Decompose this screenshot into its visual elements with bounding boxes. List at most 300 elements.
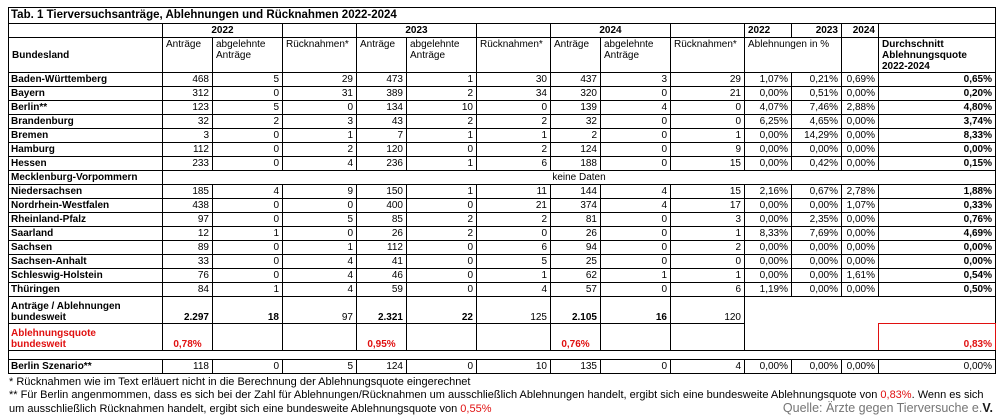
quota-average: 0,83% xyxy=(879,324,996,351)
cell-percent: 1,19% xyxy=(745,283,792,297)
cell-percent: 0,69% xyxy=(842,73,879,87)
cell-value: 97 xyxy=(163,213,213,227)
table-row xyxy=(9,283,996,297)
cell-value: 0 xyxy=(671,115,745,129)
cell-value: 1 xyxy=(477,129,551,143)
empty-cell xyxy=(477,324,551,351)
pct-year-header-2024: 2024 xyxy=(842,24,879,38)
cell-value: 1 xyxy=(477,269,551,283)
cell-percent: 0,00% xyxy=(792,360,842,374)
cell-value: 120 xyxy=(357,143,407,157)
cell-percent: 0,00% xyxy=(842,115,879,129)
cell-value: 473 xyxy=(357,73,407,87)
cell-value: 0 xyxy=(601,115,671,129)
cell-value: 188 xyxy=(551,157,601,171)
year-header-2022: 2022 xyxy=(163,24,283,38)
cell-value: 185 xyxy=(163,185,213,199)
table-row xyxy=(9,255,996,269)
cell-value: 0 xyxy=(213,255,283,269)
empty-cell xyxy=(9,351,996,360)
cell-average: 8,33% xyxy=(879,129,996,143)
row-label: Baden-Württemberg xyxy=(9,73,163,87)
cell-value: 85 xyxy=(357,213,407,227)
cell-value: 1 xyxy=(601,269,671,283)
cell-value: 17 xyxy=(671,199,745,213)
cell-value: 4 xyxy=(601,101,671,115)
footnotes xyxy=(8,376,995,416)
szenario-row xyxy=(9,360,996,374)
cell-value: 2 xyxy=(213,115,283,129)
empty-cell xyxy=(671,24,745,38)
tierversuche-table xyxy=(8,7,996,374)
cell-percent: 2,78% xyxy=(842,185,879,199)
cell-average: 0,76% xyxy=(879,213,996,227)
table-row xyxy=(9,101,996,115)
cell-value: 124 xyxy=(551,143,601,157)
cell-value: 0 xyxy=(407,255,477,269)
cell-value: 139 xyxy=(551,101,601,115)
totals-value: 2.297 xyxy=(163,297,213,324)
cell-value: 1 xyxy=(283,129,357,143)
cell-value: 43 xyxy=(357,115,407,129)
col-header-antraege-2022: Anträge xyxy=(163,38,213,73)
table-title: Tab. 1 Tierversuchsanträge, Ablehnungen und Rücknahmen 2022-2024 xyxy=(9,8,996,24)
cell-value: 0 xyxy=(213,360,283,374)
row-label: Hamburg xyxy=(9,143,163,157)
table-row xyxy=(9,213,996,227)
pct-year-header-2022: 2022 xyxy=(745,24,792,38)
empty-region xyxy=(745,297,996,324)
cell-value: 150 xyxy=(357,185,407,199)
title-row xyxy=(9,8,996,24)
cell-value: 4 xyxy=(213,185,283,199)
table-row xyxy=(9,157,996,171)
table-row xyxy=(9,73,996,87)
cell-percent: 0,00% xyxy=(745,213,792,227)
cell-value: 10 xyxy=(477,360,551,374)
footnote-2-tail: . Wenn es sich xyxy=(911,389,984,401)
empty-cell xyxy=(283,24,357,38)
cell-value: 1 xyxy=(407,129,477,143)
col-header-ruecknahmen-2023: Rücknahmen* xyxy=(477,38,551,73)
cell-value: 25 xyxy=(551,255,601,269)
cell-value: 468 xyxy=(163,73,213,87)
cell-value: 81 xyxy=(551,213,601,227)
cell-percent: 7,69% xyxy=(792,227,842,241)
totals-value: 2.321 xyxy=(357,297,407,324)
cell-value: 26 xyxy=(551,227,601,241)
quota-value: 0,76% xyxy=(551,324,601,351)
empty-cell xyxy=(477,24,551,38)
cell-value: 437 xyxy=(551,73,601,87)
cell-value: 12 xyxy=(163,227,213,241)
year-header-2023: 2023 xyxy=(357,24,477,38)
cell-value: 0 xyxy=(283,199,357,213)
source-suffix: V. xyxy=(982,401,993,415)
cell-percent: 0,00% xyxy=(792,269,842,283)
cell-value: 0 xyxy=(601,143,671,157)
cell-percent: 0,42% xyxy=(792,157,842,171)
cell-value: 0 xyxy=(213,269,283,283)
cell-value: 57 xyxy=(551,283,601,297)
cell-average: 4,69% xyxy=(879,227,996,241)
cell-value: 0 xyxy=(601,241,671,255)
cell-value: 5 xyxy=(477,255,551,269)
totals-value: 22 xyxy=(407,297,477,324)
cell-value: 0 xyxy=(283,227,357,241)
cell-value: 0 xyxy=(213,143,283,157)
cell-value: 31 xyxy=(283,87,357,101)
quota-value: 0,78% xyxy=(163,324,213,351)
cell-value: 2 xyxy=(283,143,357,157)
cell-value: 1 xyxy=(407,185,477,199)
cell-value: 5 xyxy=(283,213,357,227)
cell-average: 0,00% xyxy=(879,360,996,374)
table-row xyxy=(9,87,996,101)
cell-value: 2 xyxy=(407,213,477,227)
cell-percent: 0,00% xyxy=(745,360,792,374)
cell-value: 29 xyxy=(283,73,357,87)
cell-percent: 0,00% xyxy=(745,157,792,171)
cell-value: 4 xyxy=(283,255,357,269)
cell-value: 312 xyxy=(163,87,213,101)
col-header-ruecknahmen-2022: Rücknahmen* xyxy=(283,38,357,73)
totals-row xyxy=(9,297,996,324)
cell-value: 4 xyxy=(671,360,745,374)
cell-percent: 0,00% xyxy=(745,129,792,143)
cell-value: 1 xyxy=(407,73,477,87)
cell-value: 123 xyxy=(163,101,213,115)
cell-value: 4 xyxy=(477,283,551,297)
cell-value: 0 xyxy=(601,129,671,143)
col-header-ruecknahmen-2024: Rücknahmen* xyxy=(671,38,745,73)
cell-percent: 0,00% xyxy=(842,360,879,374)
cell-average: 0,15% xyxy=(879,157,996,171)
row-label: Sachsen-Anhalt xyxy=(9,255,163,269)
cell-value: 3 xyxy=(163,129,213,143)
totals-value: 97 xyxy=(283,297,357,324)
totals-value: 2.105 xyxy=(551,297,601,324)
cell-value: 0 xyxy=(407,269,477,283)
cell-percent: 0,00% xyxy=(792,241,842,255)
cell-value: 400 xyxy=(357,199,407,213)
cell-value: 1 xyxy=(671,227,745,241)
footnote-2-text: ** Für Berlin angenmommen, dass es sich bei der Zahl für Ablehnungen/Rücknahmen um ausschließlich Ablehnungen handelt, ergibt sich eine bundesweite Ablehnungsquote von xyxy=(9,389,881,401)
source-text: Quelle: Ärzte gegen Tierversuche e. xyxy=(782,401,983,415)
cell-value: 15 xyxy=(671,185,745,199)
empty-cell xyxy=(407,324,477,351)
totals-value: 125 xyxy=(477,297,551,324)
cell-value: 6 xyxy=(477,241,551,255)
row-label: Hessen xyxy=(9,157,163,171)
row-label: Rheinland-Pfalz xyxy=(9,213,163,227)
cell-value: 21 xyxy=(477,199,551,213)
cell-percent: 4,65% xyxy=(792,115,842,129)
cell-value: 89 xyxy=(163,241,213,255)
col-header-ablehnungen-prozent: Ablehnungen in % xyxy=(745,38,842,73)
cell-value: 4 xyxy=(601,199,671,213)
col-header-durchschnitt: Durchschnitt Ablehnungsquote 2022-2024 xyxy=(879,38,996,73)
footnote-3-text: um ausschließlich Rücknahmen handelt, ergibt sich eine bundesweite Ablehnungsquote von xyxy=(9,403,461,415)
cell-value: 2 xyxy=(477,115,551,129)
cell-value: 5 xyxy=(213,73,283,87)
cell-value: 236 xyxy=(357,157,407,171)
cell-value: 0 xyxy=(601,227,671,241)
cell-value: 112 xyxy=(163,143,213,157)
table-row xyxy=(9,241,996,255)
cell-value: 9 xyxy=(283,185,357,199)
cell-value: 0 xyxy=(601,283,671,297)
cell-percent: 8,33% xyxy=(745,227,792,241)
empty-region xyxy=(745,324,879,351)
col-header-bundesland: Bundesland xyxy=(9,38,163,73)
cell-percent: 0,00% xyxy=(842,129,879,143)
cell-percent: 0,00% xyxy=(745,241,792,255)
cell-value: 3 xyxy=(601,73,671,87)
cell-percent: 2,88% xyxy=(842,101,879,115)
cell-value: 6 xyxy=(477,157,551,171)
cell-value: 0 xyxy=(477,227,551,241)
empty-cell xyxy=(671,324,745,351)
cell-value: 84 xyxy=(163,283,213,297)
cell-value: 0 xyxy=(601,360,671,374)
cell-average: 4,80% xyxy=(879,101,996,115)
cell-value: 124 xyxy=(357,360,407,374)
table-row xyxy=(9,185,996,199)
table-row xyxy=(9,269,996,283)
cell-value: 135 xyxy=(551,360,601,374)
cell-percent: 7,46% xyxy=(792,101,842,115)
cell-value: 0 xyxy=(407,199,477,213)
col-header-antraege-2023: Anträge xyxy=(357,38,407,73)
cell-value: 389 xyxy=(357,87,407,101)
cell-value: 3 xyxy=(283,115,357,129)
cell-average: 3,74% xyxy=(879,115,996,129)
cell-value: 32 xyxy=(551,115,601,129)
row-label: Bayern xyxy=(9,87,163,101)
footnote-3-red-value: 0,55% xyxy=(460,403,492,415)
cell-value: 3 xyxy=(671,213,745,227)
footnote-3 xyxy=(9,403,492,416)
cell-value: 1 xyxy=(283,241,357,255)
cell-percent: 0,00% xyxy=(842,283,879,297)
cell-value: 6 xyxy=(671,283,745,297)
cell-value: 94 xyxy=(551,241,601,255)
nodata-cell: keine Daten xyxy=(163,171,996,185)
cell-value: 1 xyxy=(213,227,283,241)
empty-cell xyxy=(213,324,283,351)
cell-value: 0 xyxy=(213,87,283,101)
pct-year-header-2023: 2023 xyxy=(792,24,842,38)
cell-value: 4 xyxy=(601,185,671,199)
cell-value: 1 xyxy=(407,157,477,171)
spacer-row xyxy=(9,351,996,360)
cell-value: 0 xyxy=(407,360,477,374)
cell-value: 26 xyxy=(357,227,407,241)
quota-row xyxy=(9,324,996,351)
cell-percent: 0,00% xyxy=(792,255,842,269)
cell-value: 0 xyxy=(477,101,551,115)
cell-percent: 0,00% xyxy=(842,227,879,241)
cell-value: 0 xyxy=(283,101,357,115)
cell-percent: 0,00% xyxy=(842,241,879,255)
cell-value: 4 xyxy=(283,157,357,171)
totals-label: Anträge / Ablehnungen bundesweit xyxy=(9,297,163,324)
cell-value: 0 xyxy=(213,129,283,143)
cell-percent: 0,67% xyxy=(792,185,842,199)
cell-value: 2 xyxy=(407,87,477,101)
empty-cell xyxy=(601,324,671,351)
cell-value: 15 xyxy=(671,157,745,171)
cell-value: 2 xyxy=(671,241,745,255)
cell-value: 76 xyxy=(163,269,213,283)
year-header-row xyxy=(9,24,996,38)
cell-value: 438 xyxy=(163,199,213,213)
cell-average: 0,00% xyxy=(879,255,996,269)
row-label: Mecklenburg-Vorpommern xyxy=(9,171,163,185)
totals-value: 120 xyxy=(671,297,745,324)
cell-average: 0,54% xyxy=(879,269,996,283)
cell-percent: 0,00% xyxy=(792,143,842,157)
cell-value: 5 xyxy=(283,360,357,374)
cell-value: 33 xyxy=(163,255,213,269)
cell-value: 0 xyxy=(213,241,283,255)
cell-value: 2 xyxy=(477,143,551,157)
cell-percent: 0,21% xyxy=(792,73,842,87)
cell-value: 1 xyxy=(213,283,283,297)
cell-average: 0,00% xyxy=(879,241,996,255)
cell-average: 1,88% xyxy=(879,185,996,199)
cell-percent: 0,00% xyxy=(745,87,792,101)
cell-average: 0,20% xyxy=(879,87,996,101)
cell-value: 34 xyxy=(477,87,551,101)
cell-average: 0,65% xyxy=(879,73,996,87)
cell-value: 11 xyxy=(477,185,551,199)
cell-percent: 0,00% xyxy=(745,199,792,213)
cell-value: 21 xyxy=(671,87,745,101)
cell-value: 2 xyxy=(407,227,477,241)
totals-value: 16 xyxy=(601,297,671,324)
cell-value: 1 xyxy=(671,269,745,283)
cell-value: 2 xyxy=(477,213,551,227)
cell-percent: 2,35% xyxy=(792,213,842,227)
row-label: Brandenburg xyxy=(9,115,163,129)
cell-percent: 0,00% xyxy=(745,269,792,283)
col-header-abgelehnte-2023: abgelehnte Anträge xyxy=(407,38,477,73)
empty-cell xyxy=(283,324,357,351)
cell-value: 118 xyxy=(163,360,213,374)
table-row xyxy=(9,115,996,129)
cell-average: 0,33% xyxy=(879,199,996,213)
cell-value: 59 xyxy=(357,283,407,297)
cell-value: 1 xyxy=(671,129,745,143)
cell-percent: 1,07% xyxy=(745,73,792,87)
cell-value: 0 xyxy=(601,157,671,171)
cell-percent: 2,16% xyxy=(745,185,792,199)
empty-cell xyxy=(879,24,996,38)
cell-value: 4 xyxy=(283,283,357,297)
cell-percent: 4,07% xyxy=(745,101,792,115)
cell-value: 2 xyxy=(551,129,601,143)
cell-value: 320 xyxy=(551,87,601,101)
cell-value: 41 xyxy=(357,255,407,269)
cell-value: 0 xyxy=(601,87,671,101)
row-label: Berlin** xyxy=(9,101,163,115)
cell-value: 7 xyxy=(357,129,407,143)
cell-value: 5 xyxy=(213,101,283,115)
cell-percent: 0,00% xyxy=(745,143,792,157)
cell-percent: 0,00% xyxy=(842,255,879,269)
cell-value: 144 xyxy=(551,185,601,199)
cell-value: 0 xyxy=(213,213,283,227)
cell-value: 0 xyxy=(213,157,283,171)
col-header-abgelehnte-2024: abgelehnte Anträge xyxy=(601,38,671,73)
cell-value: 0 xyxy=(213,199,283,213)
cell-value: 134 xyxy=(357,101,407,115)
cell-value: 32 xyxy=(163,115,213,129)
row-label: Berlin Szenario** xyxy=(9,360,163,374)
col-header-antraege-2024: Anträge xyxy=(551,38,601,73)
cell-average: 0,50% xyxy=(879,283,996,297)
cell-percent: 14,29% xyxy=(792,129,842,143)
cell-value: 0 xyxy=(671,255,745,269)
year-header-2024: 2024 xyxy=(551,24,671,38)
table-row xyxy=(9,171,996,185)
cell-value: 112 xyxy=(357,241,407,255)
cell-value: 0 xyxy=(407,241,477,255)
cell-percent: 0,00% xyxy=(842,143,879,157)
quota-label: Ablehnungsquote bundesweit xyxy=(9,324,163,351)
cell-average: 0,00% xyxy=(879,143,996,157)
cell-value: 2 xyxy=(407,115,477,129)
cell-value: 0 xyxy=(601,255,671,269)
row-label: Nordrhein-Westfalen xyxy=(9,199,163,213)
row-label: Niedersachsen xyxy=(9,185,163,199)
row-label: Saarland xyxy=(9,227,163,241)
cell-percent: 0,00% xyxy=(842,213,879,227)
table-row xyxy=(9,199,996,213)
cell-value: 374 xyxy=(551,199,601,213)
footnote-2-red-value: 0,83% xyxy=(880,389,912,401)
cell-percent: 6,25% xyxy=(745,115,792,129)
cell-percent: 0,00% xyxy=(792,283,842,297)
cell-value: 30 xyxy=(477,73,551,87)
table-row xyxy=(9,227,996,241)
cell-value: 46 xyxy=(357,269,407,283)
cell-percent: 0,00% xyxy=(745,255,792,269)
cell-value: 4 xyxy=(283,269,357,283)
col-header-abgelehnte-2022: abgelehnte Anträge xyxy=(213,38,283,73)
row-label: Sachsen xyxy=(9,241,163,255)
table-row xyxy=(9,129,996,143)
row-label: Thüringen xyxy=(9,283,163,297)
cell-value: 62 xyxy=(551,269,601,283)
cell-value: 10 xyxy=(407,101,477,115)
cell-percent: 1,61% xyxy=(842,269,879,283)
source-credit xyxy=(783,402,995,415)
cell-value: 29 xyxy=(671,73,745,87)
cell-percent: 0,00% xyxy=(842,87,879,101)
totals-value: 18 xyxy=(213,297,283,324)
cell-value: 233 xyxy=(163,157,213,171)
cell-value: 0 xyxy=(671,101,745,115)
cell-value: 0 xyxy=(601,213,671,227)
empty-cell xyxy=(9,24,163,38)
row-label: Schleswig-Holstein xyxy=(9,269,163,283)
table-row xyxy=(9,143,996,157)
cell-percent: 0,00% xyxy=(842,157,879,171)
column-header-row xyxy=(9,38,996,73)
